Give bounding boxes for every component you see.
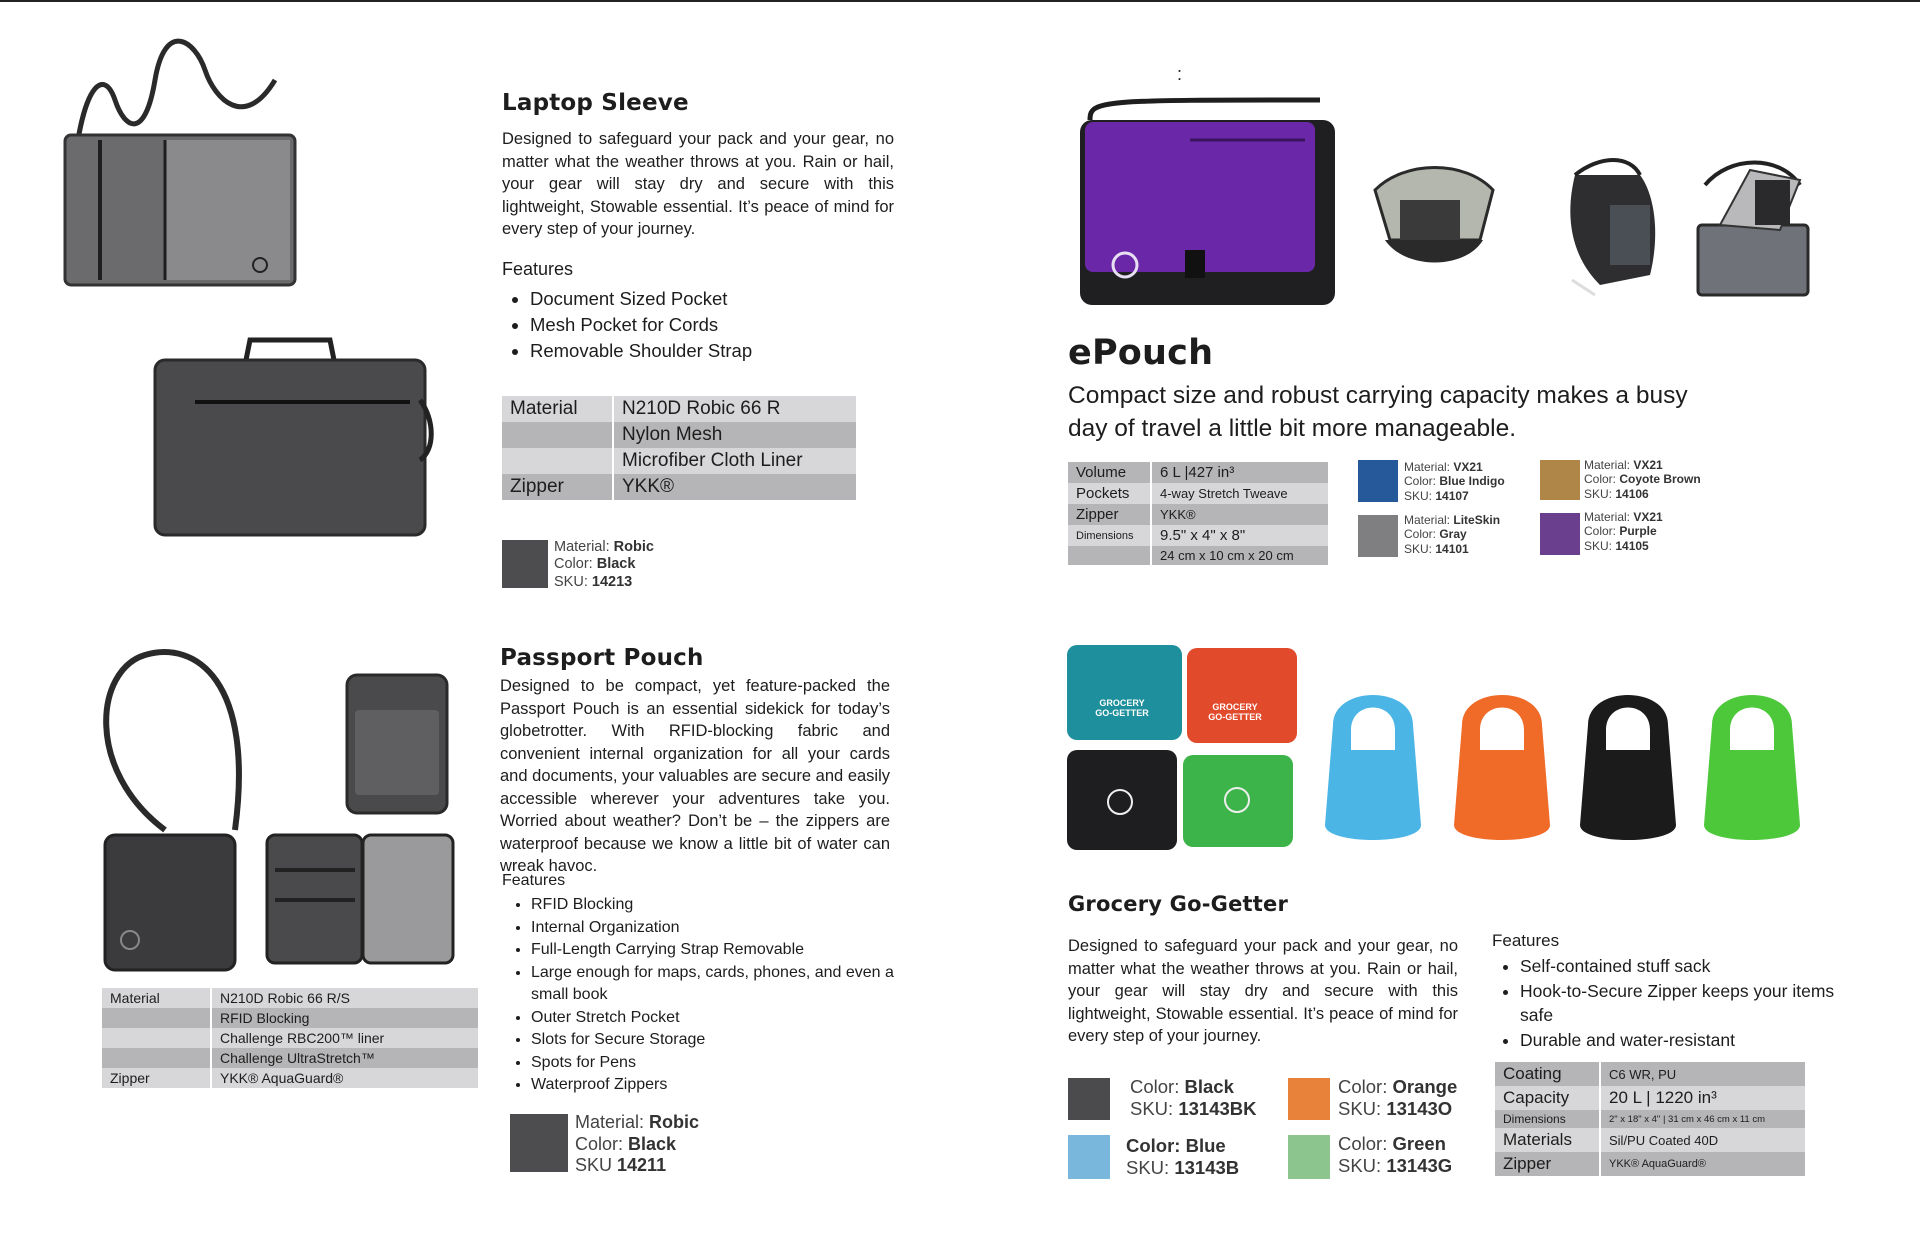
feature-item: • Internal Organization [531, 917, 901, 940]
spec-value: 2" x 18" x 4" | 31 cm x 46 cm x 11 cm [1600, 1110, 1805, 1128]
grocery-swatch-blue [1068, 1135, 1110, 1179]
grocery-tote-green-image [1702, 685, 1802, 850]
laptop-sleeve-features-label: Features [502, 259, 574, 279]
spec-key [1068, 546, 1151, 565]
epouch-image-laptop [1690, 155, 1815, 300]
grocery-swatch-black [1068, 1078, 1110, 1120]
passport-pouch-image [85, 650, 460, 975]
spec-key [102, 1048, 211, 1068]
spec-value: Challenge RBC200™ liner [211, 1028, 478, 1048]
spec-key [102, 1008, 211, 1028]
feature-item: • Slots for Secure Storage [531, 1029, 901, 1052]
laptop-sleeve-color-swatch [502, 540, 548, 588]
epouch-swatch-label: Material: LiteSkin Color: Gray SKU: 14101 [1404, 513, 1501, 556]
epouch-tagline: Compact size and robust carrying capacity makes a busy day of travel a little bit more manageable. [1068, 382, 1688, 442]
epouch-swatch-label: Material: VX21 Color: Blue Indigo SKU: 14107 [1404, 460, 1505, 503]
passport-pouch-description: Designed to be compact, yet feature-packed the Passport Pouch is an essential sidekick for today’s globetrotter. With RFID-blocking fabric and convenient internal organization for all your cards and documents, your valuables are secure and easily accessible wherever your adventures take you. Worried about weather? Don’t be – the zippers are waterproof because we know a little bit of water can wreak havoc. [500, 677, 890, 875]
spec-value: N210D Robic 66 R [613, 396, 856, 422]
feature-item: • Spots for Pens [531, 1052, 901, 1075]
epouch-swatch-label: Material: VX21 Color: Purple SKU: 14105 [1584, 510, 1663, 553]
top-rule [0, 0, 1920, 2]
spec-value: YKK® [613, 474, 856, 500]
spec-value: 20 L | 1220 in³ [1600, 1086, 1805, 1110]
passport-pouch-spec-table [102, 988, 478, 1088]
grocery-stuff-sacks-image [1065, 640, 1305, 855]
grocery-spec-table [1495, 1062, 1805, 1176]
spec-value: Sil/PU Coated 40D [1600, 1128, 1805, 1152]
grocery-swatch-label: Color: Green SKU: 13143G [1338, 1133, 1453, 1177]
laptop-sleeve-image-strap [45, 40, 295, 300]
epouch-swatch-coyote-brown [1540, 460, 1580, 500]
passport-pouch-color-swatch [510, 1114, 568, 1172]
spec-value: Challenge UltraStretch™ [211, 1048, 478, 1068]
grocery-features [1492, 954, 1850, 1052]
laptop-sleeve-description: Designed to safeguard your pack and your gear, no matter what the weather throws at you. Rain or hail, your gear will stay dry and secure with this lightweight, Stowable essential. It’s peace of mind for every step of your journey. [502, 130, 894, 238]
spec-key: Capacity [1495, 1086, 1600, 1110]
feature-item: • Mesh Pocket for Cords [530, 312, 752, 338]
spec-value: YKK® AquaGuard® [211, 1068, 478, 1088]
feature-item: • Durable and water-resistant [1520, 1028, 1850, 1053]
spec-key: Materials [1495, 1128, 1600, 1152]
spec-value: YKK® AquaGuard® [1600, 1152, 1805, 1176]
grocery-description: Designed to safeguard your pack and your gear, no matter what the weather throws at you. Rain or hail, your gear will stay dry and secure with this lightweight, Stowable essential. It’s peace of mind for every step of your journey. [1068, 937, 1458, 1045]
spec-value: 4-way Stretch Tweave [1151, 483, 1328, 504]
grocery-tote-orange-image [1452, 685, 1552, 850]
spec-value: YKK® [1151, 504, 1328, 525]
epouch-swatch-gray [1358, 515, 1398, 557]
spec-value: RFID Blocking [211, 1008, 478, 1028]
spec-key: Material [502, 396, 613, 422]
epouch-swatch-purple [1540, 513, 1580, 555]
grocery-tote-blue-image [1323, 685, 1423, 850]
grocery-title: Grocery Go-Getter [1068, 892, 1289, 916]
feature-item: • Outer Stretch Pocket [531, 1007, 901, 1030]
spec-key: Coating [1495, 1062, 1600, 1086]
feature-item: • Waterproof Zippers [531, 1074, 901, 1097]
spec-key: Zipper [1068, 504, 1151, 525]
spec-value: Nylon Mesh [613, 422, 856, 448]
spec-key [102, 1028, 211, 1048]
feature-item: • Hook-to-Secure Zipper keeps your items safe [1520, 979, 1850, 1028]
spec-key: Zipper [1495, 1152, 1600, 1176]
spec-key: Zipper [502, 474, 613, 500]
grocery-swatch-orange [1288, 1078, 1330, 1120]
spec-value: Microfiber Cloth Liner [613, 448, 856, 474]
feature-item: • RFID Blocking [531, 894, 901, 917]
epouch-swatch-blue-indigo [1358, 460, 1398, 502]
spec-value: 24 cm x 10 cm x 20 cm [1151, 546, 1328, 565]
spec-key: Pockets [1068, 483, 1151, 504]
spec-key: Volume [1068, 462, 1151, 483]
grocery-features-label: Features [1492, 931, 1560, 950]
sack-text-teal: GROCERY GO-GETTER [1095, 698, 1149, 718]
spec-value: N210D Robic 66 R/S [211, 988, 478, 1008]
epouch-spec-table [1068, 462, 1328, 565]
spec-key: Material [102, 988, 211, 1008]
laptop-sleeve-spec-table [502, 396, 856, 500]
feature-item: • Self-contained stuff sack [1520, 954, 1850, 979]
feature-item: • Document Sized Pocket [530, 286, 752, 312]
passport-pouch-title: Passport Pouch [500, 645, 704, 671]
passport-pouch-features [503, 894, 901, 1097]
grocery-swatch-label: Color: Black SKU: 13143BK [1130, 1076, 1257, 1120]
laptop-sleeve-image-flat [150, 340, 435, 540]
laptop-sleeve-features [502, 286, 752, 364]
spec-key [502, 448, 613, 474]
epouch-title: ePouch [1068, 333, 1214, 373]
grocery-swatch-green [1288, 1135, 1330, 1179]
feature-item: • Large enough for maps, cards, phones, and even a small book [531, 962, 901, 1007]
sack-text-red: GROCERY GO-GETTER [1208, 702, 1262, 722]
spec-value: C6 WR, PU [1600, 1062, 1805, 1086]
grocery-tote-black-image [1578, 685, 1678, 850]
epouch-image-open [1365, 160, 1500, 280]
grocery-swatch-label: Color: Orange SKU: 13143O [1338, 1076, 1458, 1120]
spec-key: Zipper [102, 1068, 211, 1088]
spec-key [502, 422, 613, 448]
spec-key: Dimensions [1068, 525, 1151, 546]
spec-value: 6 L |427 in³ [1151, 462, 1328, 483]
stray-colon: : [1177, 64, 1183, 84]
spec-key: Dimensions [1495, 1110, 1600, 1128]
laptop-sleeve-swatch-label: Material: Robic Color: Black SKU: 14213 [554, 539, 654, 590]
epouch-image-main [1070, 100, 1340, 310]
epouch-image-side [1560, 155, 1670, 300]
epouch-swatch-label: Material: VX21 Color: Coyote Brown SKU: 14106 [1584, 458, 1701, 501]
spec-value: 9.5" x 4" x 8" [1151, 525, 1328, 546]
feature-item: • Full-Length Carrying Strap Removable [531, 939, 901, 962]
laptop-sleeve-title: Laptop Sleeve [502, 90, 689, 116]
feature-item: • Removable Shoulder Strap [530, 338, 752, 364]
passport-pouch-swatch-label: Material: Robic Color: Black SKU 14211 [575, 1112, 700, 1176]
passport-pouch-features-label: Features [502, 872, 566, 889]
grocery-swatch-label: Color: Blue SKU: 13143B [1126, 1135, 1240, 1179]
